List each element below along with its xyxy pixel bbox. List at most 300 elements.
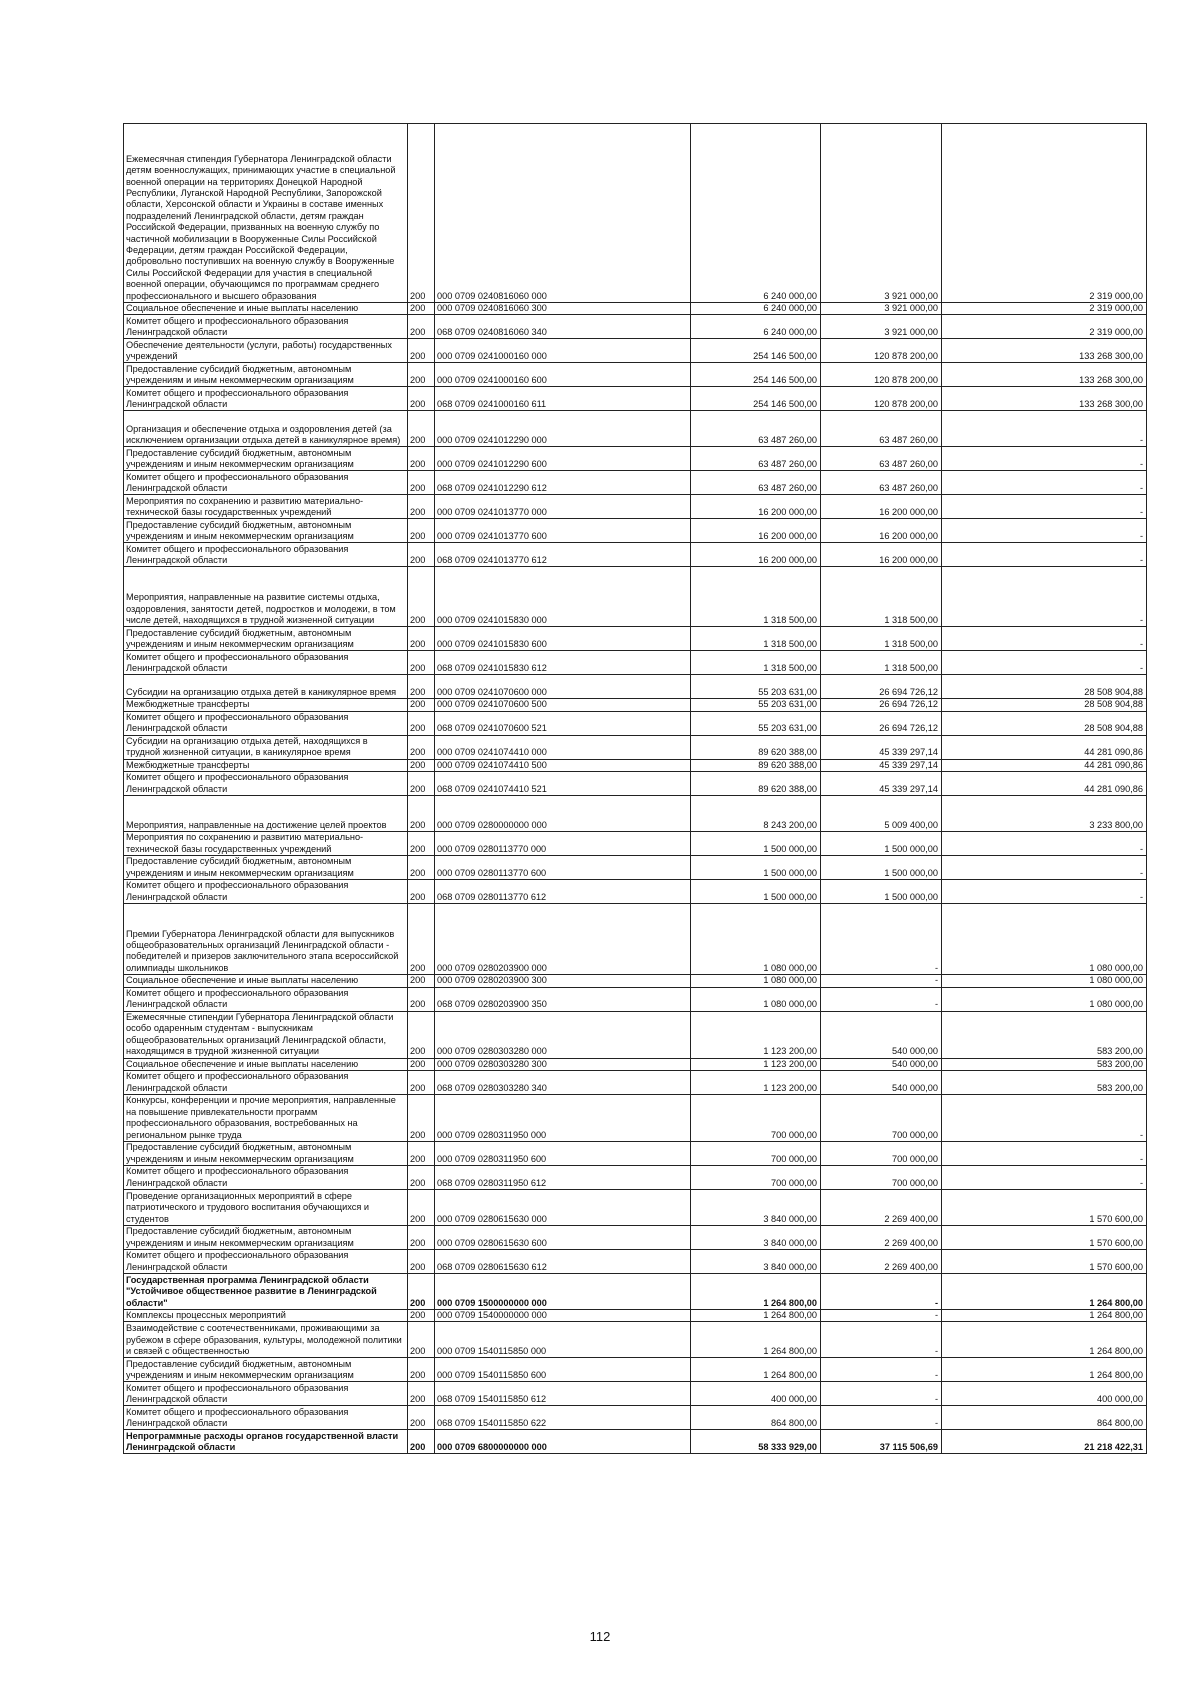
table-row	[124, 1310, 1147, 1322]
row-code-cell: 200	[408, 1250, 435, 1274]
table-row	[124, 711, 1147, 735]
row-value-3-cell: 21 218 422,31	[942, 1430, 1147, 1454]
row-kbk-cell: 068 0709 0280203900 350	[435, 987, 691, 1011]
table-row	[124, 1406, 1147, 1430]
row-value-1-cell: 1 123 200,00	[691, 1071, 821, 1095]
row-kbk-cell: 000 0709 0280311950 600	[435, 1142, 691, 1166]
row-value-1-cell: 55 203 631,00	[691, 711, 821, 735]
row-value-2-cell: 16 200 000,00	[821, 495, 942, 519]
row-value-1-cell: 700 000,00	[691, 1095, 821, 1142]
row-value-3-cell: -	[942, 567, 1147, 627]
row-value-3-cell: -	[942, 651, 1147, 675]
table-row	[124, 124, 1147, 303]
table-row	[124, 1250, 1147, 1274]
row-value-2-cell: 2 269 400,00	[821, 1250, 942, 1274]
row-name-cell: Предоставление субсидий бюджетным, автономным учреждениям и иным некоммерческим организациям	[124, 627, 408, 651]
row-value-1-cell: 1 318 500,00	[691, 627, 821, 651]
row-kbk-cell: 068 0709 0240816060 340	[435, 315, 691, 339]
row-value-1-cell: 55 203 631,00	[691, 699, 821, 711]
row-code-cell: 200	[408, 1095, 435, 1142]
row-value-2-cell: 1 318 500,00	[821, 651, 942, 675]
table-row	[124, 1190, 1147, 1226]
row-kbk-cell: 068 0709 0241000160 611	[435, 387, 691, 411]
row-kbk-cell: 000 0709 0280311950 000	[435, 1095, 691, 1142]
row-name-cell: Ежемесячные стипендии Губернатора Ленинградской области особо одаренным студентам - выпускникам общеобразовательных организаций Ленинградской области, находящимся в трудной жизненной ситуации	[124, 1011, 408, 1058]
row-name-cell: Социальное обеспечение и иные выплаты населению	[124, 975, 408, 987]
row-value-1-cell: 16 200 000,00	[691, 495, 821, 519]
row-value-2-cell: -	[821, 987, 942, 1011]
row-code-cell: 200	[408, 975, 435, 987]
table-row	[124, 699, 1147, 711]
table-row	[124, 315, 1147, 339]
row-code-cell: 200	[408, 303, 435, 315]
row-name-cell: Мероприятия, направленные на достижение целей проектов	[124, 796, 408, 832]
row-value-2-cell: 1 500 000,00	[821, 856, 942, 880]
row-value-3-cell: -	[942, 1095, 1147, 1142]
row-name-cell: Организация и обеспечение отдыха и оздоровления детей (за исключением организации отдыха детей в каникулярное время)	[124, 411, 408, 447]
table-row	[124, 1322, 1147, 1358]
row-code-cell: 200	[408, 627, 435, 651]
row-value-1-cell: 58 333 929,00	[691, 1430, 821, 1454]
row-value-3-cell: 133 268 300,00	[942, 339, 1147, 363]
row-value-2-cell: 120 878 200,00	[821, 339, 942, 363]
row-value-2-cell: 26 694 726,12	[821, 675, 942, 699]
row-kbk-cell: 000 0709 0241070600 000	[435, 675, 691, 699]
row-code-cell: 200	[408, 363, 435, 387]
row-value-2-cell: 120 878 200,00	[821, 363, 942, 387]
row-name-cell: Премии Губернатора Ленинградской области для выпускников общеобразовательных организаций Ленинградской области - победителей и призеров заключительного этапа всероссийской олимпиады школьников	[124, 904, 408, 975]
row-value-1-cell: 1 264 800,00	[691, 1274, 821, 1310]
row-value-1-cell: 254 146 500,00	[691, 387, 821, 411]
table-row	[124, 1095, 1147, 1142]
row-code-cell: 200	[408, 1166, 435, 1190]
row-value-1-cell: 6 240 000,00	[691, 124, 821, 303]
row-code-cell: 200	[408, 1358, 435, 1382]
row-kbk-cell: 068 0709 0280311950 612	[435, 1166, 691, 1190]
row-name-cell: Комитет общего и профессионального образования Ленинградской области	[124, 471, 408, 495]
row-name-cell: Предоставление субсидий бюджетным, автономным учреждениям и иным некоммерческим организациям	[124, 856, 408, 880]
row-name-cell: Межбюджетные трансферты	[124, 699, 408, 711]
row-value-1-cell: 1 123 200,00	[691, 1011, 821, 1058]
row-value-2-cell: 16 200 000,00	[821, 519, 942, 543]
row-name-cell: Комплексы процессных мероприятий	[124, 1310, 408, 1322]
row-code-cell: 200	[408, 447, 435, 471]
row-value-3-cell: 44 281 090,86	[942, 735, 1147, 759]
row-value-3-cell: -	[942, 627, 1147, 651]
row-value-2-cell: 45 339 297,14	[821, 772, 942, 796]
row-value-2-cell: 1 318 500,00	[821, 567, 942, 627]
table-row	[124, 495, 1147, 519]
row-code-cell: 200	[408, 411, 435, 447]
row-value-2-cell: 700 000,00	[821, 1166, 942, 1190]
row-value-1-cell: 700 000,00	[691, 1166, 821, 1190]
row-value-3-cell: 1 570 600,00	[942, 1250, 1147, 1274]
row-name-cell: Предоставление субсидий бюджетным, автономным учреждениям и иным некоммерческим организациям	[124, 1226, 408, 1250]
table-row	[124, 567, 1147, 627]
row-kbk-cell: 000 0709 6800000000 000	[435, 1430, 691, 1454]
row-name-cell: Комитет общего и профессионального образования Ленинградской области	[124, 387, 408, 411]
row-code-cell: 200	[408, 987, 435, 1011]
table-row	[124, 759, 1147, 771]
row-value-2-cell: -	[821, 1382, 942, 1406]
row-value-3-cell: 133 268 300,00	[942, 363, 1147, 387]
row-kbk-cell: 068 0709 0241070600 521	[435, 711, 691, 735]
row-value-1-cell: 1 264 800,00	[691, 1322, 821, 1358]
row-value-1-cell: 8 243 200,00	[691, 796, 821, 832]
row-value-3-cell: -	[942, 519, 1147, 543]
row-kbk-cell: 000 0709 0280303280 000	[435, 1011, 691, 1058]
row-name-cell: Межбюджетные трансферты	[124, 759, 408, 771]
row-code-cell: 200	[408, 1142, 435, 1166]
row-kbk-cell: 000 0709 0240816060 300	[435, 303, 691, 315]
table-row	[124, 411, 1147, 447]
row-value-3-cell: 583 200,00	[942, 1071, 1147, 1095]
table-row	[124, 363, 1147, 387]
table-row	[124, 987, 1147, 1011]
row-value-3-cell: -	[942, 543, 1147, 567]
table-row	[124, 856, 1147, 880]
row-value-2-cell: -	[821, 1358, 942, 1382]
row-kbk-cell: 000 0709 0241013770 600	[435, 519, 691, 543]
row-value-3-cell: 1 570 600,00	[942, 1226, 1147, 1250]
row-value-1-cell: 254 146 500,00	[691, 363, 821, 387]
row-value-1-cell: 1 318 500,00	[691, 651, 821, 675]
row-value-3-cell: 2 319 000,00	[942, 315, 1147, 339]
row-code-cell: 200	[408, 1310, 435, 1322]
row-name-cell: Комитет общего и профессионального образования Ленинградской области	[124, 772, 408, 796]
row-value-1-cell: 1 318 500,00	[691, 567, 821, 627]
row-value-3-cell: -	[942, 880, 1147, 904]
table-row	[124, 1011, 1147, 1058]
row-code-cell: 200	[408, 519, 435, 543]
table-row	[124, 1226, 1147, 1250]
row-kbk-cell: 068 0709 0280303280 340	[435, 1071, 691, 1095]
row-value-1-cell: 1 500 000,00	[691, 832, 821, 856]
row-name-cell: Мероприятия по сохранению и развитию материально-технической базы государственных учреждений	[124, 832, 408, 856]
row-kbk-cell: 000 0709 0280615630 600	[435, 1226, 691, 1250]
row-name-cell: Предоставление субсидий бюджетным, автономным учреждениям и иным некоммерческим организациям	[124, 519, 408, 543]
row-value-2-cell: 1 318 500,00	[821, 627, 942, 651]
table-row	[124, 1058, 1147, 1070]
row-name-cell: Субсидии на организацию отдыха детей в каникулярное время	[124, 675, 408, 699]
row-value-3-cell: 1 264 800,00	[942, 1274, 1147, 1310]
row-kbk-cell: 068 0709 0241074410 521	[435, 772, 691, 796]
row-value-2-cell: 63 487 260,00	[821, 471, 942, 495]
row-name-cell: Комитет общего и профессионального образования Ленинградской области	[124, 987, 408, 1011]
row-kbk-cell: 000 0709 0241015830 600	[435, 627, 691, 651]
row-code-cell: 200	[408, 567, 435, 627]
row-value-3-cell: 44 281 090,86	[942, 772, 1147, 796]
row-code-cell: 200	[408, 1274, 435, 1310]
row-value-1-cell: 63 487 260,00	[691, 471, 821, 495]
budget-table-body	[124, 124, 1147, 1454]
row-code-cell: 200	[408, 711, 435, 735]
row-value-3-cell: -	[942, 471, 1147, 495]
row-kbk-cell: 000 0709 0241012290 000	[435, 411, 691, 447]
row-kbk-cell: 000 0709 0241015830 000	[435, 567, 691, 627]
row-kbk-cell: 000 0709 1500000000 000	[435, 1274, 691, 1310]
row-value-3-cell: -	[942, 856, 1147, 880]
row-code-cell: 200	[408, 796, 435, 832]
row-kbk-cell: 000 0709 0240816060 000	[435, 124, 691, 303]
budget-table	[123, 123, 1147, 1454]
row-name-cell: Государственная программа Ленинградской области "Устойчивое общественное развитие в Ленинградской области"	[124, 1274, 408, 1310]
row-name-cell: Мероприятия, направленные на развитие системы отдыха, оздоровления, занятости детей, подростков и молодежи, в том числе детей, находящихся в трудной жизненной ситуации	[124, 567, 408, 627]
row-value-2-cell: 5 009 400,00	[821, 796, 942, 832]
row-code-cell: 200	[408, 1406, 435, 1430]
row-value-3-cell: 3 233 800,00	[942, 796, 1147, 832]
row-value-2-cell: 26 694 726,12	[821, 711, 942, 735]
row-value-3-cell: 28 508 904,88	[942, 699, 1147, 711]
row-code-cell: 200	[408, 339, 435, 363]
row-value-2-cell: 120 878 200,00	[821, 387, 942, 411]
row-kbk-cell: 068 0709 0241015830 612	[435, 651, 691, 675]
row-value-1-cell: 254 146 500,00	[691, 339, 821, 363]
page-number: 112	[589, 1629, 611, 1644]
row-name-cell: Комитет общего и профессионального образования Ленинградской области	[124, 711, 408, 735]
row-value-1-cell: 1 500 000,00	[691, 856, 821, 880]
row-value-1-cell: 3 840 000,00	[691, 1226, 821, 1250]
row-kbk-cell: 000 0709 0280203900 000	[435, 904, 691, 975]
row-code-cell: 200	[408, 1011, 435, 1058]
row-code-cell: 200	[408, 315, 435, 339]
row-value-3-cell: -	[942, 495, 1147, 519]
row-code-cell: 200	[408, 1190, 435, 1226]
row-code-cell: 200	[408, 735, 435, 759]
table-row	[124, 447, 1147, 471]
row-value-2-cell: 2 269 400,00	[821, 1226, 942, 1250]
row-code-cell: 200	[408, 387, 435, 411]
row-kbk-cell: 000 0709 0241074410 500	[435, 759, 691, 771]
row-name-cell: Социальное обеспечение и иные выплаты населению	[124, 303, 408, 315]
row-value-3-cell: 1 080 000,00	[942, 975, 1147, 987]
row-value-3-cell: 28 508 904,88	[942, 711, 1147, 735]
row-value-2-cell: 63 487 260,00	[821, 447, 942, 471]
row-value-2-cell: 540 000,00	[821, 1071, 942, 1095]
row-kbk-cell: 068 0709 0241013770 612	[435, 543, 691, 567]
row-value-2-cell: 2 269 400,00	[821, 1190, 942, 1226]
row-kbk-cell: 000 0709 0280000000 000	[435, 796, 691, 832]
row-kbk-cell: 000 0709 1540115850 000	[435, 1322, 691, 1358]
table-row	[124, 1274, 1147, 1310]
row-kbk-cell: 068 0709 1540115850 612	[435, 1382, 691, 1406]
row-name-cell: Ежемесячная стипендия Губернатора Ленинградской области детям военнослужащих, принимающих участие в специальной военной операции на территориях Донецкой Народной Республики, Луганской Народной Республики, Запорожской области, Херсонской области и Украины в составе именных подразделений Ленинградской области, детям граждан Российской Федерации, призванных на военную службу по частичной мобилизации в Вооруженные Силы Российской Федерации, детям граждан Российской Федерации, добровольно поступивших на военную службу в Вооруженные Силы Российской Федерации для участия в специальной военной операции, обучающимся по программам среднего профессионального и высшего образования	[124, 124, 408, 303]
row-code-cell: 200	[408, 675, 435, 699]
row-kbk-cell: 000 0709 1540000000 000	[435, 1310, 691, 1322]
row-value-2-cell: 37 115 506,69	[821, 1430, 942, 1454]
table-row	[124, 1430, 1147, 1454]
table-row	[124, 975, 1147, 987]
row-name-cell: Комитет общего и профессионального образования Ленинградской области	[124, 315, 408, 339]
row-name-cell: Комитет общего и профессионального образования Ленинградской области	[124, 543, 408, 567]
row-name-cell: Комитет общего и профессионального образования Ленинградской области	[124, 1071, 408, 1095]
row-value-1-cell: 63 487 260,00	[691, 411, 821, 447]
row-value-1-cell: 1 080 000,00	[691, 987, 821, 1011]
table-row	[124, 651, 1147, 675]
row-value-3-cell: 1 080 000,00	[942, 904, 1147, 975]
row-value-2-cell: -	[821, 1310, 942, 1322]
row-value-2-cell: 3 921 000,00	[821, 124, 942, 303]
row-kbk-cell: 000 0709 0241000160 000	[435, 339, 691, 363]
table-row	[124, 339, 1147, 363]
row-kbk-cell: 068 0709 1540115850 622	[435, 1406, 691, 1430]
row-code-cell: 200	[408, 1430, 435, 1454]
row-value-3-cell: 28 508 904,88	[942, 675, 1147, 699]
row-value-2-cell: 1 500 000,00	[821, 880, 942, 904]
row-name-cell: Комитет общего и профессионального образования Ленинградской области	[124, 1250, 408, 1274]
row-kbk-cell: 000 0709 0280203900 300	[435, 975, 691, 987]
row-code-cell: 200	[408, 124, 435, 303]
row-value-3-cell: 1 264 800,00	[942, 1358, 1147, 1382]
table-row	[124, 904, 1147, 975]
row-code-cell: 200	[408, 471, 435, 495]
row-kbk-cell: 000 0709 0241012290 600	[435, 447, 691, 471]
row-code-cell: 200	[408, 1322, 435, 1358]
row-name-cell: Предоставление субсидий бюджетным, автономным учреждениям и иным некоммерческим организациям	[124, 1358, 408, 1382]
row-name-cell: Взаимодействие с соотечественниками, проживающими за рубежом в сфере образования, культуры, молодежной политики и связей с общественностью	[124, 1322, 408, 1358]
row-value-1-cell: 1 264 800,00	[691, 1358, 821, 1382]
row-value-2-cell: -	[821, 1274, 942, 1310]
row-value-1-cell: 55 203 631,00	[691, 675, 821, 699]
row-value-3-cell: 583 200,00	[942, 1011, 1147, 1058]
row-kbk-cell: 000 0709 0241000160 600	[435, 363, 691, 387]
row-kbk-cell: 000 0709 1540115850 600	[435, 1358, 691, 1382]
row-kbk-cell: 000 0709 0241070600 500	[435, 699, 691, 711]
row-value-3-cell: 1 264 800,00	[942, 1310, 1147, 1322]
row-kbk-cell: 068 0709 0280113770 612	[435, 880, 691, 904]
row-value-1-cell: 400 000,00	[691, 1382, 821, 1406]
table-row	[124, 471, 1147, 495]
row-code-cell: 200	[408, 495, 435, 519]
row-value-2-cell: -	[821, 904, 942, 975]
row-kbk-cell: 000 0709 0280303280 300	[435, 1058, 691, 1070]
row-value-2-cell: -	[821, 1406, 942, 1430]
row-value-1-cell: 89 620 388,00	[691, 772, 821, 796]
row-value-1-cell: 1 264 800,00	[691, 1310, 821, 1322]
table-row	[124, 543, 1147, 567]
row-value-1-cell: 700 000,00	[691, 1142, 821, 1166]
row-value-1-cell: 63 487 260,00	[691, 447, 821, 471]
row-value-1-cell: 6 240 000,00	[691, 315, 821, 339]
row-kbk-cell: 000 0709 0280113770 000	[435, 832, 691, 856]
row-name-cell: Предоставление субсидий бюджетным, автономным учреждениям и иным некоммерческим организациям	[124, 1142, 408, 1166]
table-row	[124, 627, 1147, 651]
row-name-cell: Комитет общего и профессионального образования Ленинградской области	[124, 880, 408, 904]
row-value-2-cell: 26 694 726,12	[821, 699, 942, 711]
row-value-1-cell: 1 123 200,00	[691, 1058, 821, 1070]
row-value-3-cell: -	[942, 411, 1147, 447]
row-value-1-cell: 89 620 388,00	[691, 735, 821, 759]
row-value-1-cell: 3 840 000,00	[691, 1250, 821, 1274]
row-value-3-cell: 1 080 000,00	[942, 987, 1147, 1011]
table-row	[124, 303, 1147, 315]
row-name-cell: Предоставление субсидий бюджетным, автономным учреждениям и иным некоммерческим организациям	[124, 447, 408, 471]
row-value-2-cell: 700 000,00	[821, 1142, 942, 1166]
row-value-2-cell: 700 000,00	[821, 1095, 942, 1142]
row-name-cell: Мероприятия по сохранению и развитию материально-технической базы государственных учреждений	[124, 495, 408, 519]
row-name-cell: Проведение организационных мероприятий в сфере патриотического и трудового воспитания обучающихся и студентов	[124, 1190, 408, 1226]
row-value-3-cell: 2 319 000,00	[942, 303, 1147, 315]
row-code-cell: 200	[408, 759, 435, 771]
row-kbk-cell: 000 0709 0241074410 000	[435, 735, 691, 759]
table-row	[124, 1166, 1147, 1190]
row-name-cell: Комитет общего и профессионального образования Ленинградской области	[124, 1406, 408, 1430]
row-name-cell: Комитет общего и профессионального образования Ленинградской области	[124, 1382, 408, 1406]
row-code-cell: 200	[408, 772, 435, 796]
row-value-1-cell: 1 500 000,00	[691, 880, 821, 904]
row-name-cell: Предоставление субсидий бюджетным, автономным учреждениям и иным некоммерческим организациям	[124, 363, 408, 387]
table-row	[124, 387, 1147, 411]
table-row	[124, 735, 1147, 759]
row-value-3-cell: 2 319 000,00	[942, 124, 1147, 303]
row-value-1-cell: 16 200 000,00	[691, 519, 821, 543]
row-value-1-cell: 864 800,00	[691, 1406, 821, 1430]
row-name-cell: Социальное обеспечение и иные выплаты населению	[124, 1058, 408, 1070]
row-value-3-cell: -	[942, 447, 1147, 471]
row-value-2-cell: 540 000,00	[821, 1011, 942, 1058]
row-code-cell: 200	[408, 1058, 435, 1070]
row-value-3-cell: -	[942, 1166, 1147, 1190]
table-row	[124, 796, 1147, 832]
row-value-2-cell: 16 200 000,00	[821, 543, 942, 567]
table-row	[124, 675, 1147, 699]
row-code-cell: 200	[408, 904, 435, 975]
row-value-3-cell: -	[942, 1142, 1147, 1166]
row-value-1-cell: 89 620 388,00	[691, 759, 821, 771]
row-value-2-cell: 45 339 297,14	[821, 759, 942, 771]
row-value-1-cell: 16 200 000,00	[691, 543, 821, 567]
row-value-3-cell: 133 268 300,00	[942, 387, 1147, 411]
row-value-2-cell: -	[821, 975, 942, 987]
row-code-cell: 200	[408, 880, 435, 904]
row-value-2-cell: 45 339 297,14	[821, 735, 942, 759]
row-kbk-cell: 068 0709 0241012290 612	[435, 471, 691, 495]
row-code-cell: 200	[408, 1071, 435, 1095]
row-value-2-cell: -	[821, 1322, 942, 1358]
row-code-cell: 200	[408, 543, 435, 567]
row-value-3-cell: 1 570 600,00	[942, 1190, 1147, 1226]
table-row	[124, 1142, 1147, 1166]
row-code-cell: 200	[408, 651, 435, 675]
row-kbk-cell: 000 0709 0241013770 000	[435, 495, 691, 519]
row-value-2-cell: 540 000,00	[821, 1058, 942, 1070]
table-row	[124, 1382, 1147, 1406]
row-code-cell: 200	[408, 1382, 435, 1406]
row-value-3-cell: 1 264 800,00	[942, 1322, 1147, 1358]
table-row	[124, 880, 1147, 904]
row-name-cell: Комитет общего и профессионального образования Ленинградской области	[124, 651, 408, 675]
row-value-2-cell: 3 921 000,00	[821, 315, 942, 339]
table-row	[124, 832, 1147, 856]
row-value-3-cell: 44 281 090,86	[942, 759, 1147, 771]
row-value-2-cell: 1 500 000,00	[821, 832, 942, 856]
row-value-1-cell: 1 080 000,00	[691, 904, 821, 975]
table-row	[124, 772, 1147, 796]
row-value-3-cell: -	[942, 832, 1147, 856]
row-value-1-cell: 1 080 000,00	[691, 975, 821, 987]
row-name-cell: Субсидии на организацию отдыха детей, находящихся в трудной жизненной ситуации, в каникулярное время	[124, 735, 408, 759]
row-code-cell: 200	[408, 1226, 435, 1250]
row-value-2-cell: 3 921 000,00	[821, 303, 942, 315]
row-kbk-cell: 000 0709 0280615630 000	[435, 1190, 691, 1226]
row-value-3-cell: 583 200,00	[942, 1058, 1147, 1070]
row-name-cell: Комитет общего и профессионального образования Ленинградской области	[124, 1166, 408, 1190]
row-code-cell: 200	[408, 699, 435, 711]
row-value-1-cell: 3 840 000,00	[691, 1190, 821, 1226]
row-kbk-cell: 000 0709 0280113770 600	[435, 856, 691, 880]
row-name-cell: Непрограммные расходы органов государственной власти Ленинградской области	[124, 1430, 408, 1454]
row-name-cell: Конкурсы, конференции и прочие мероприятия, направленные на повышение привлекательности программ профессионального образования, востребованных на региональном рынке труда	[124, 1095, 408, 1142]
